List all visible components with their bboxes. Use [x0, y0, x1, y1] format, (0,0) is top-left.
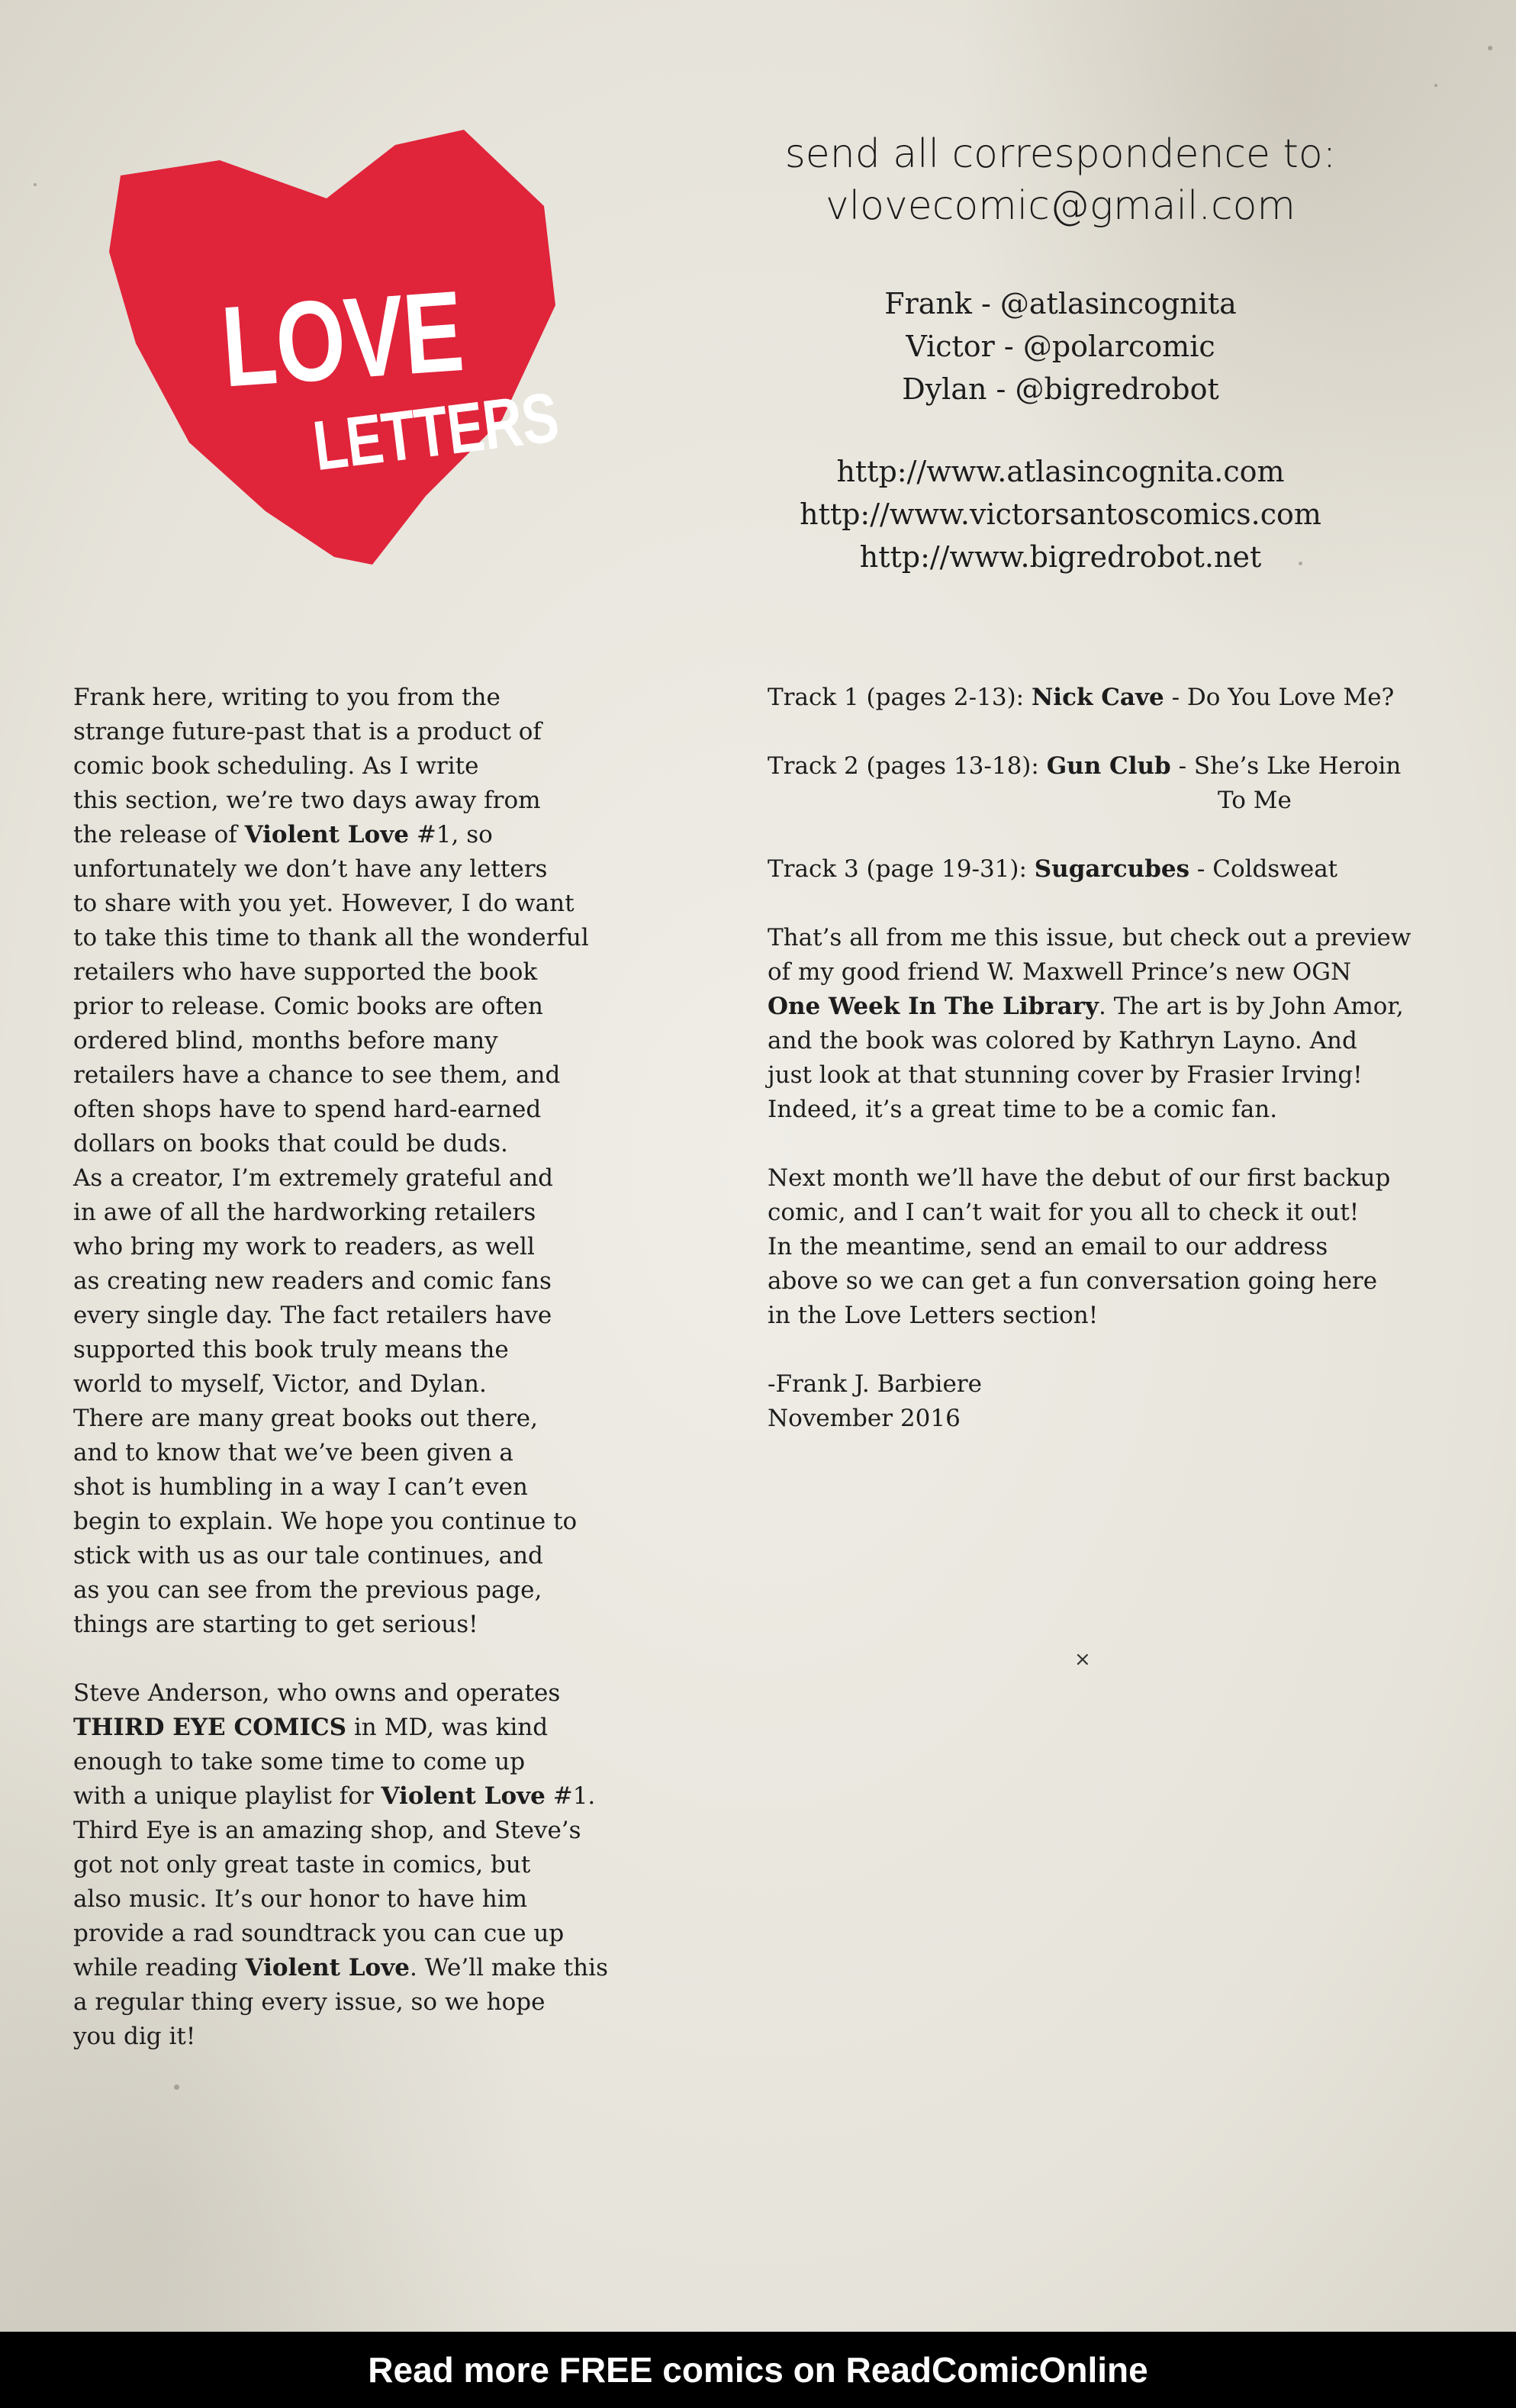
text-line: above so we can get a fun conversation going here: [768, 1267, 1378, 1295]
text-line: There are many great books out there,: [73, 1405, 538, 1432]
playlist-track: Track 2 (pages 13-18): Gun Club - She’s Lke Heroin To Me: [768, 749, 1500, 818]
text-line: strange future-past that is a product of: [73, 718, 542, 745]
text-line: a regular thing every issue, so we hope: [73, 1988, 546, 2016]
playlist-track: Track 3 (page 19-31): Sugarcubes - Coldsweat: [768, 855, 1338, 883]
love-letters-logo: [105, 114, 578, 588]
text-line: unfortunately we don’t have any letters: [73, 855, 548, 883]
text-line: to share with you yet. However, I do want: [73, 890, 575, 917]
creator-urls: [732, 450, 1389, 578]
text-line: prior to release. Comic books are often: [73, 993, 543, 1020]
text-line: retailers who have supported the book: [73, 958, 538, 986]
text-line: and to know that we’ve been given a: [73, 1439, 513, 1466]
text-line: often shops have to spend hard-earned: [73, 1096, 542, 1123]
text-line: -Frank J. Barbiere: [768, 1370, 982, 1398]
text-line: That’s all from me this issue, but check out a preview: [768, 924, 1411, 951]
text-line: enough to take some time to come up: [73, 1748, 526, 1775]
bold-title: Violent Love: [245, 1954, 410, 1981]
text-line: as you can see from the previous page,: [73, 1576, 542, 1604]
text-line: got not only great taste in comics, but: [73, 1851, 531, 1878]
text-line: November 2016: [768, 1405, 961, 1432]
track-artist: Gun Club: [1046, 752, 1171, 780]
text-line: Next month we’ll have the debut of our first backup: [768, 1164, 1391, 1192]
url-atlasincognita[interactable]: http://www.atlasincognita.com: [836, 455, 1285, 488]
text-line: to take this time to thank all the wonderful: [73, 924, 589, 951]
text-line: comic book scheduling. As I write: [73, 752, 479, 780]
text-line: Third Eye is an amazing shop, and Steve’s: [73, 1817, 581, 1844]
left-column: [73, 681, 684, 2088]
logo-word-love: LOVE: [217, 266, 467, 411]
text-line: supported this book truly means the: [73, 1336, 509, 1363]
bold-title: Violent Love: [244, 821, 409, 848]
stray-x-mark: ×: [1074, 1648, 1091, 1671]
bold-title: One Week In The Library: [768, 993, 1099, 1020]
correspondence-email[interactable]: vlovecomic@gmail.com: [825, 183, 1296, 229]
paper-speck: [34, 183, 37, 186]
text-line: who bring my work to readers, as well: [73, 1233, 535, 1260]
track-artist: Sugarcubes: [1034, 855, 1190, 883]
next-month-paragraph: [768, 1161, 1500, 1333]
text-line: with a unique playlist for Violent Love #1.: [73, 1782, 596, 1810]
text-line: you dig it!: [73, 2023, 196, 2050]
text-line: Indeed, it’s a great time to be a comic fan.: [768, 1096, 1278, 1123]
track-artist: Nick Cave: [1031, 684, 1164, 711]
text-line: the release of Violent Love #1, so: [73, 821, 493, 848]
paper-speck: [1488, 46, 1492, 50]
text-line: begin to explain. We hope you continue to: [73, 1508, 578, 1535]
playlist-tracks: [768, 681, 1500, 887]
text-line: stick with us as our tale continues, and: [73, 1542, 543, 1569]
text-line: Frank here, writing to you from the: [73, 684, 501, 711]
url-victorsantoscomics[interactable]: http://www.victorsantoscomics.com: [800, 497, 1321, 531]
text-line: dollars on books that could be duds.: [73, 1130, 508, 1157]
text-line: just look at that stunning cover by Frasier Irving!: [768, 1061, 1363, 1089]
correspondence-label: send all correspondence to:: [784, 131, 1337, 177]
url-bigredrobot[interactable]: http://www.bigredrobot.net: [859, 540, 1262, 574]
text-line: shot is humbling in a way I can’t even: [73, 1473, 528, 1501]
text-line: things are starting to get serious!: [73, 1611, 478, 1638]
text-line: also music. It’s our honor to have him: [73, 1885, 528, 1913]
bold-title: Violent Love: [381, 1782, 546, 1810]
text-line: this section, we’re two days away from: [73, 787, 541, 814]
track-title-continued: To Me: [1218, 787, 1292, 814]
text-line: Steve Anderson, who owns and operates: [73, 1679, 561, 1707]
correspondence-header: [732, 128, 1389, 232]
bold-title: THIRD EYE COMICS: [73, 1714, 347, 1741]
text-line: world to myself, Victor, and Dylan.: [73, 1370, 487, 1398]
paper-speck: [1434, 84, 1437, 87]
logo-word-letters: LETTERS: [309, 378, 562, 486]
text-line: THIRD EYE COMICS in MD, was kind: [73, 1714, 549, 1741]
creator-handles: [732, 282, 1389, 410]
text-line: retailers have a chance to see them, and: [73, 1061, 561, 1089]
text-line: comic, and I can’t wait for you all to check it out!: [768, 1199, 1360, 1226]
text-line: while reading Violent Love. We’ll make this: [73, 1954, 608, 1981]
text-line: of my good friend W. Maxwell Prince’s new OGN: [768, 958, 1352, 986]
text-line: in awe of all the hardworking retailers: [73, 1199, 536, 1226]
letter-paragraph: [73, 681, 684, 1642]
handle-victor: Victor - @polarcomic: [906, 330, 1215, 363]
text-line: in the Love Letters section!: [768, 1302, 1099, 1329]
text-line: every single day. The fact retailers have: [73, 1302, 552, 1329]
text-line: as creating new readers and comic fans: [73, 1267, 552, 1295]
text-line: As a creator, I’m extremely grateful and: [73, 1164, 554, 1192]
text-line: One Week In The Library. The art is by John Amor,: [768, 993, 1404, 1020]
signoff: [768, 1367, 1500, 1436]
handle-dylan: Dylan - @bigredrobot: [902, 372, 1219, 406]
read-more-banner[interactable]: Read more FREE comics on ReadComicOnline: [0, 2332, 1516, 2408]
text-line: and the book was colored by Kathryn Layno. And: [768, 1027, 1357, 1054]
preview-paragraph: [768, 921, 1500, 1127]
playlist-track: Track 1 (pages 2-13): Nick Cave - Do You Love Me?: [768, 684, 1395, 711]
handle-frank: Frank - @atlasincognita: [884, 287, 1237, 320]
playlist-intro-paragraph: [73, 1676, 684, 2054]
text-line: ordered blind, months before many: [73, 1027, 498, 1054]
right-column: [768, 681, 1500, 1470]
text-line: In the meantime, send an email to our address: [768, 1233, 1328, 1260]
text-line: provide a rad soundtrack you can cue up: [73, 1920, 565, 1947]
